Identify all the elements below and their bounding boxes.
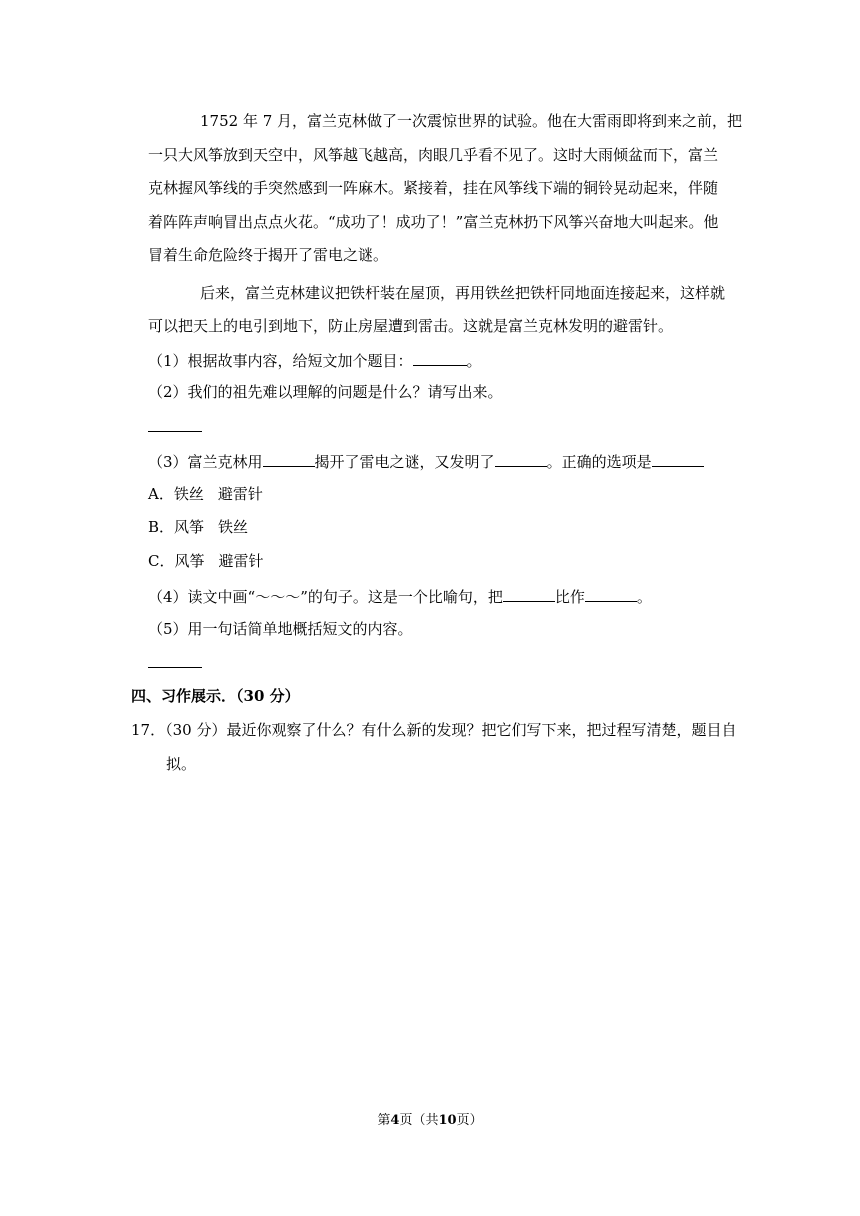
question-1-end: 。 [466, 352, 482, 370]
question-5: （5）用一句话简单地概括短文的内容。 [148, 620, 413, 638]
question-2: （2）我们的祖先难以理解的问题是什么？请写出来。 [148, 383, 503, 401]
passage-line-7: 可以把天上的电引到地下，防止房屋遭到雷击。这就是富兰克林发明的避雷针。 [148, 317, 674, 335]
question-4-text-a: （4）读文中画“～～～”的句子。这是一个比喻句，把 [148, 588, 503, 606]
answer-blank-q3-1[interactable] [263, 450, 315, 467]
question-4 [148, 585, 652, 607]
answer-blank-q1[interactable] [413, 349, 467, 366]
passage-line-4: 着阵阵声响冒出点点火花。“成功了！成功了！”富兰克林扔下风筝兴奋地大叫起来。他 [148, 213, 719, 231]
passage-line-6: 后来，富兰克林建议把铁杆装在屋顶，再用铁丝把铁杆同地面连接起来，这样就 [200, 284, 726, 302]
passage-line-3: 克林握风筝线的手突然感到一阵麻木。紧接着，挂在风筝线下端的铜铃晃动起来，伴随 [148, 179, 719, 197]
option-a [148, 484, 263, 504]
footer-total-pages: 10 [438, 1113, 457, 1128]
option-c [148, 551, 264, 571]
question-3-text-c: 。正确的选项是 [546, 453, 652, 471]
passage-line-1: 1752 年 7 月，富兰克林做了一次震惊世界的试验。他在大雷雨即将到来之前，把 [200, 112, 743, 130]
page-footer [0, 1112, 860, 1130]
footer-suffix: 页） [456, 1113, 483, 1128]
question-17-line-2: 拟。 [166, 755, 197, 773]
option-a-text: 避雷针 [217, 485, 263, 503]
footer-page-number: 4 [390, 1113, 400, 1128]
answer-line-q2[interactable] [148, 431, 202, 432]
option-c-label: C．风筝 [148, 552, 205, 570]
question-4-text-b: 比作 [554, 588, 585, 606]
section-4-title: 四、习作展示．（30 分） [131, 687, 300, 705]
option-b-text: 铁丝 [218, 518, 249, 536]
question-4-text-c: 。 [636, 588, 652, 606]
answer-blank-q4-1[interactable] [503, 585, 555, 602]
footer-middle: 页（共 [399, 1113, 439, 1128]
question-3-text-a: （3）富兰克林用 [148, 453, 263, 471]
question-1-text: （1）根据故事内容，给短文加个题目： [148, 352, 413, 370]
question-1 [148, 349, 482, 371]
option-b-label: B．风筝 [148, 518, 205, 536]
passage-line-2: 一只大风筝放到天空中，风筝越飞越高，肉眼几乎看不见了。这时大雨倾盆而下，富兰 [148, 146, 719, 164]
option-a-label: A．铁丝 [148, 485, 204, 503]
option-b [148, 517, 248, 537]
footer-prefix: 第 [377, 1113, 391, 1128]
answer-line-q5[interactable] [148, 667, 202, 668]
answer-blank-q3-choice[interactable] [652, 450, 704, 467]
option-c-text: 避雷针 [218, 552, 264, 570]
question-17-line-1: 17．（30 分）最近你观察了什么？有什么新的发现？把它们写下来，把过程写清楚，题目自 [131, 721, 737, 739]
question-3-text-b: 揭开了雷电之谜，又发明了 [314, 453, 495, 471]
answer-blank-q3-2[interactable] [495, 450, 547, 467]
passage-line-5: 冒着生命危险终于揭开了雷电之谜。 [148, 246, 389, 264]
question-3 [148, 450, 704, 472]
answer-blank-q4-2[interactable] [585, 585, 637, 602]
